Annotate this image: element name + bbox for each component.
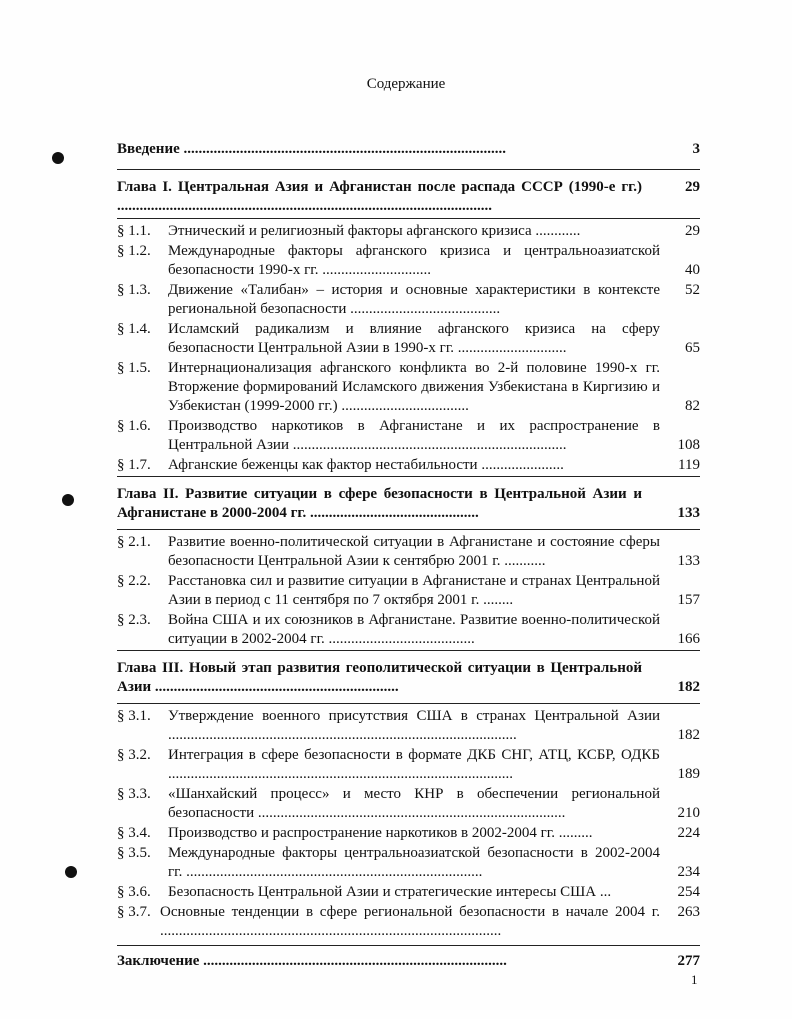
section-page: 189 [677, 766, 700, 782]
section-title: Международные факторы афганского кризиса и центральноазиатской безопасности 1990-х гг. ............................. [168, 243, 660, 278]
divider [117, 529, 700, 530]
section-page: 263 [677, 904, 700, 920]
section-title: Исламский радикализм и влияние афганского кризиса на сферу безопасности Центральной Азии в 1990-х гг. ............................. [168, 321, 660, 356]
section-number: § 1.6. [117, 418, 151, 434]
section-page: 52 [685, 282, 700, 298]
page-number: 1 [691, 972, 698, 987]
divider [117, 945, 700, 946]
section-number: § 2.1. [117, 534, 151, 550]
toc-chapter-3 [117, 659, 700, 697]
section-title: Расстановка сил и развитие ситуации в Афганистане и странах Центральной Азии в период с 11 сентября по 7 октября 2001 г. ........ [168, 573, 660, 608]
section-title: Интеграция в сфере безопасности в формате ДКБ СНГ, АТЦ, КСБР, ОДКБ ............................................................................................ [168, 747, 660, 782]
toc-section [117, 320, 700, 358]
toc-chapter-label: Глава I. Центральная Азия и Афганистан после распада СССР (1990-е гг.) .................................................................................................... [117, 179, 642, 214]
section-title: Международные факторы центральноазиатской безопасности в 2002-2004 гг. ............................................................................... [168, 845, 660, 880]
toc-chapter-page: 29 [685, 179, 700, 195]
toc-conclusion-page: 277 [677, 953, 700, 969]
section-page: 210 [677, 805, 700, 821]
toc-section [117, 844, 700, 882]
section-number: § 1.2. [117, 243, 151, 259]
divider [117, 218, 700, 219]
section-title: Афганские беженцы как фактор нестабильности ...................... [168, 457, 564, 473]
section-page: 157 [677, 592, 700, 608]
section-title: Утверждение военного присутствия США в странах Центральной Азии ............................................................................................. [168, 708, 660, 743]
page-title: Содержание [366, 76, 446, 92]
section-page: 40 [685, 262, 700, 278]
table-of-contents [117, 140, 700, 971]
divider [117, 650, 700, 651]
section-title: Безопасность Центральной Азии и стратегические интересы США ... [168, 884, 612, 900]
section-number: § 3.7. [117, 904, 151, 920]
toc-section [117, 456, 700, 475]
toc-intro [117, 140, 700, 159]
section-title: Основные тенденции в сфере региональной безопасности в начале 2004 г. ........................................................................................... [160, 904, 660, 939]
divider [117, 169, 700, 170]
section-number: § 3.4. [117, 825, 151, 841]
toc-conclusion [117, 952, 700, 971]
section-number: § 1.3. [117, 282, 151, 298]
toc-section [117, 883, 700, 902]
binder-hole-mark [52, 152, 64, 164]
toc-chapter-label: Глава III. Новый этап развития геополитической ситуации в Центральной Азии ................................................................. [117, 660, 642, 695]
section-number: § 3.2. [117, 747, 151, 763]
toc-section [117, 281, 700, 319]
section-number: § 3.6. [117, 884, 151, 900]
toc-conclusion-label: Заключение ................................................................................. [117, 953, 507, 969]
section-title: Этнический и религиозный факторы афганского кризиса ............ [168, 223, 581, 239]
toc-section [117, 222, 700, 241]
toc-intro-page: 3 [692, 141, 700, 157]
section-page: 166 [677, 631, 700, 647]
section-number: § 1.7. [117, 457, 151, 473]
section-title: Движение «Талибан» – история и основные характеристики в контексте региональной безопасности ........................................ [168, 282, 660, 317]
section-title: Производство и распространение наркотиков в 2002-2004 гг. ......... [168, 825, 593, 841]
divider [117, 476, 700, 477]
section-page: 119 [678, 457, 700, 473]
toc-section [117, 572, 700, 610]
section-page: 234 [677, 864, 700, 880]
section-number: § 1.1. [117, 223, 151, 239]
section-page: 29 [685, 223, 700, 239]
section-number: § 2.3. [117, 612, 151, 628]
section-title: Производство наркотиков в Афганистане и их распространение в Центральной Азии ......................................................................... [168, 418, 660, 453]
toc-chapter-page: 182 [677, 679, 700, 695]
binder-hole-mark [62, 494, 74, 506]
section-page: 108 [677, 437, 700, 453]
toc-chapter-page: 133 [677, 505, 700, 521]
section-title: «Шанхайский процесс» и место КНР в обеспечении региональной безопасности .................................................................................. [168, 786, 660, 821]
section-title: Интернационализация афганского конфликта во 2-й половине 1990-х гг. Вторжение формирований Исламского движения Узбекистана в Киргизию и Узбекистан (1999-2000 гг.) .................................. [168, 360, 660, 414]
section-number: § 1.5. [117, 360, 151, 376]
toc-section [117, 746, 700, 784]
section-page: 133 [677, 553, 700, 569]
toc-section [117, 785, 700, 823]
section-title: Война США и их союзников в Афганистане. Развитие военно-политической ситуации в 2002-2004 гг. ....................................... [168, 612, 660, 647]
toc-chapter-2 [117, 485, 700, 523]
section-page: 182 [677, 727, 700, 743]
section-number: § 1.4. [117, 321, 151, 337]
section-page: 65 [685, 340, 700, 356]
binder-hole-mark [65, 866, 77, 878]
toc-section [117, 417, 700, 455]
toc-section [117, 903, 700, 941]
section-page: 224 [677, 825, 700, 841]
section-page: 82 [685, 398, 700, 414]
section-number: § 3.1. [117, 708, 151, 724]
toc-chapter-label: Глава II. Развитие ситуации в сфере безопасности в Центральной Азии и Афганистане в 2000-2004 гг. ............................................. [117, 486, 642, 521]
section-title: Развитие военно-политической ситуации в Афганистане и состояние сферы безопасности Центральной Азии к сентябрю 2001 г. ........... [168, 534, 660, 569]
section-number: § 3.3. [117, 786, 151, 802]
toc-section [117, 611, 700, 649]
section-page: 254 [677, 884, 700, 900]
toc-section [117, 359, 700, 416]
section-number: § 3.5. [117, 845, 151, 861]
toc-chapter-1 [117, 178, 700, 216]
divider [117, 703, 700, 704]
section-number: § 2.2. [117, 573, 151, 589]
toc-section [117, 824, 700, 843]
toc-section [117, 533, 700, 571]
toc-section [117, 707, 700, 745]
toc-section [117, 242, 700, 280]
toc-intro-label: Введение ...................................................................................... [117, 141, 507, 157]
